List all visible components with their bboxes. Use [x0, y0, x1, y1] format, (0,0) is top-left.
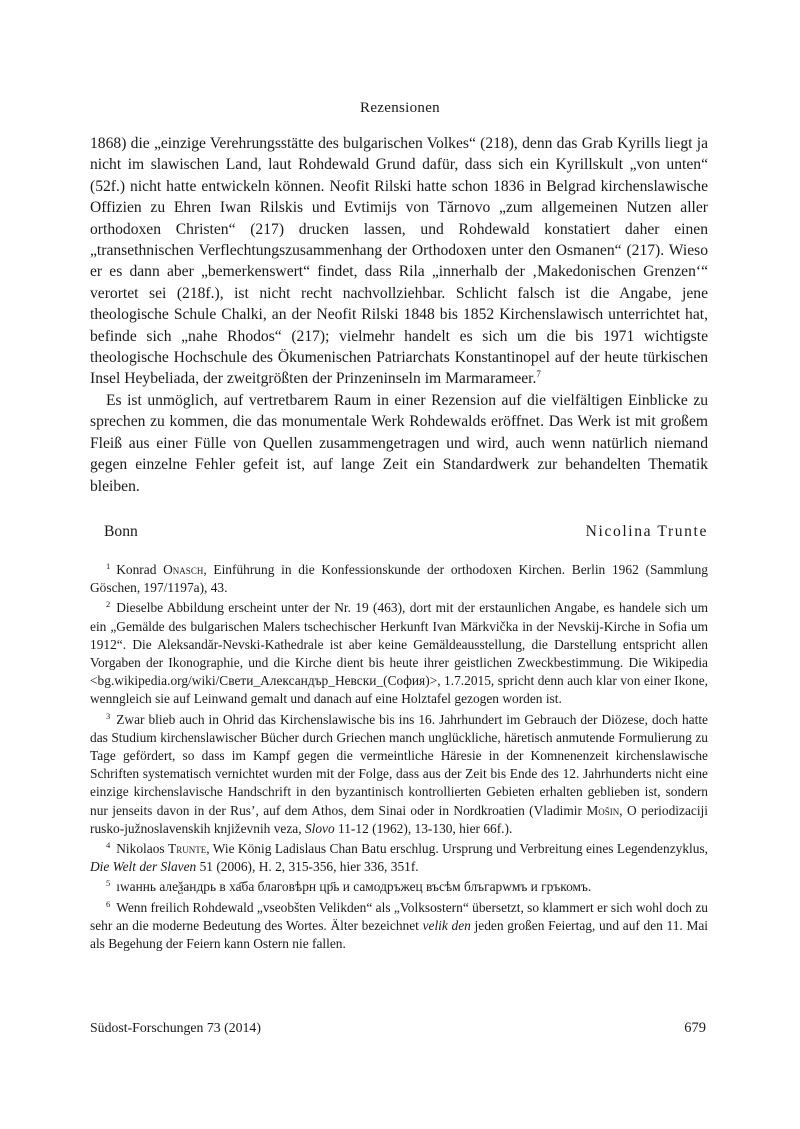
footnote-text: Dieselbe Abbildung erscheint unter der Nr. 19 (463), dort mit der erstaunlichen Angabe, es handele sich um ein „Gemälde des bulgarischen Malers tschechischer Herkunft Ivan Märkvička in der Nevskij-Kirche in Sofia um 1912“. Die Aleksandăr-Nevski-Kathedrale ist aber keine Gemäldeausstellung, die Darstellung entspricht allen Vorgaben der Ikonographie, und die Kirche dient bis heute ihrer geistlichen Zweckbestimmung. Die Wikipedia <bg.wikipedia.org/wiki/Свети_Александър_Невски_(София)>, 1.7.2015, spricht denn auch klar von einer Ikone, wenngleich sie auf Leinwand gemalt und danach auf eine Holztafel gezogen worden ist.	[90, 600, 708, 707]
footnote-number: 2	[106, 599, 111, 610]
footnote-text: Wenn freilich Rohdewald „vseobšten Velikden“ als „Volksostern“ übersetzt, so klammert er sich wohl doch zu sehr an die moderne Bedeutung des Wortes. Älter bezeichnet	[90, 899, 708, 933]
footnote-text: ıwаннь алеѯандрь в ха҃ба благовѣрн цр҃ь и самодръжец въсѣм блъгарwмъ и гръкомъ.	[116, 879, 592, 895]
footnote-number: 3	[106, 710, 111, 721]
running-head: Rezensionen	[360, 100, 440, 116]
footnote-text: Zwar blieb auch in Ohrid das Kirchenslawische bis ins 16. Jahrhundert im Gebrauch der Diözese, doch hatte das Studium kirchenslawischer Bücher durch Griechen manch unglückliche, häretisch anmutende Formulierung zu Tage gefördert, so dass im Kampf gegen die vermeintliche Häresie in der Komnenenzeit kirchenslawische Schriften systematisch vernichtet wurden mit der Folge, dass aus der Zeit bis Ende des 12. Jahrhunderts nicht eine einzige kirchenslavische Handschrift in den byzantinisch kontrollierten Gebieten erhalten geblieben ist, sondern nur jenseits davon in der Rus’, auf dem Athos, dem Sinai oder in Nordkroatien (Vladimir	[90, 711, 708, 818]
signature-author: Nicolina Trunte	[585, 523, 708, 540]
footnote-6	[90, 899, 708, 954]
footnote-text: Nikolaos	[116, 841, 169, 857]
footnote-ref-7: 7	[536, 369, 541, 380]
journal-title: Slovo	[304, 820, 335, 836]
footnote-number: 1	[106, 561, 111, 571]
footnote-number: 5	[106, 878, 111, 889]
footnote-1	[90, 561, 708, 597]
footnote-text: jeden großen Feiertag, und auf den 11. Mai als Begehung der Feiern kann Ostern nie fallen.	[90, 917, 709, 952]
footnote-text: Konrad	[116, 562, 164, 577]
footnote-text: 51 (2006), H. 2, 315-356, hier 336, 351f.	[196, 859, 419, 875]
footnotes	[90, 561, 708, 955]
footnote-number: 6	[106, 898, 111, 909]
footnote-text: , Einführung in die Konfessionskunde der orthodoxen Kirchen. Berlin 1962 (Sammlung Göschen, 197/1197a), 43.	[90, 562, 708, 596]
paragraph-2: Es ist unmöglich, auf vertretbarem Raum in einer Rezension auf die vielfältigen Einblicke zu sprechen zu kommen, die das monumentale Werk Rohdewalds eröffnet. Das Werk ist mit großem Fleiß aus einer Fülle von Quellen zusammengetragen und wird, auch wenn natürlich niemand gegen einzelne Fehler gefeit ist, auf lange Zeit ein Standardwerk zur behandelten Thematik bleiben.	[90, 391, 708, 495]
author-surname: Trunte	[168, 841, 207, 857]
footnote-4	[90, 840, 708, 876]
footnote-5	[90, 878, 708, 896]
footnote-2	[90, 599, 708, 708]
journal-citation: Südost-Forschungen 73 (2014)	[90, 1020, 261, 1035]
emphasized-term: velik den	[422, 917, 471, 933]
footnote-text: , Wie König Ladislaus Chan Batu erschlug. Ursprung und Verbreitung eines Legendenzyklus,	[206, 841, 709, 857]
footnote-text: , O periodizaciji rusko-južnoslavenskih književnih veza,	[90, 802, 708, 836]
signature-place: Bonn	[104, 523, 138, 540]
journal-title: Die Welt der Slaven	[90, 859, 197, 875]
author-surname: Mošin	[586, 802, 620, 818]
paragraph-1-text: 1868) die „einzige Verehrungsstätte des bulgarischen Volkes“ (218), denn das Grab Kyrills liegt ja nicht im slawischen Land, laut Rohdewald Grund dafür, dass sich ein Kyrillskult „von unten“ (52f.) nicht hatte entwickeln können. Neofit Rilski hatte schon 1836 in Belgrad kirchenslawische Offizien zu Ehren Iwan Rilskis und Evtimijs von Tărnovo „zum allgemeinen Nutzen aller orthodoxen Christen“ (217) drucken lassen, und Rohdewald konstatiert daher einen „transethnischen Verflechtungszusammenhang der Orthodoxen unter den Osmanen“ (217). Wieso er es dann aber „bemerkenswert“ findet, dass Rila „innerhalb der ‚Makedonischen Grenzen‘“ verortet sei (218f.), ist nicht recht nachvollziehbar. Schlicht falsch ist die Angabe, jene theologische Schule Chalki, an der Neofit Rilski 1848 bis 1852 Kirchenslawisch unterrichtet hat, befinde sich „nahe Rhodos“ (217); vielmehr handelt es sich um die bis 1971 wichtigste theologische Hochschule des Ökumenischen Patriarchats Konstantinopel auf der heute türkischen Insel Heybeliada, der zweitgrößten der Prinzeninseln im Marmarameer.	[90, 135, 708, 388]
footnote-3	[90, 711, 708, 838]
body-text	[90, 133, 708, 497]
paragraph-1	[90, 133, 708, 390]
footnote-text: 11-12 (1962), 13-130, hier 66f.).	[334, 820, 513, 836]
footnote-number: 4	[106, 840, 111, 851]
page-number: 679	[684, 1020, 706, 1036]
author-surname: Onasch	[163, 562, 204, 577]
